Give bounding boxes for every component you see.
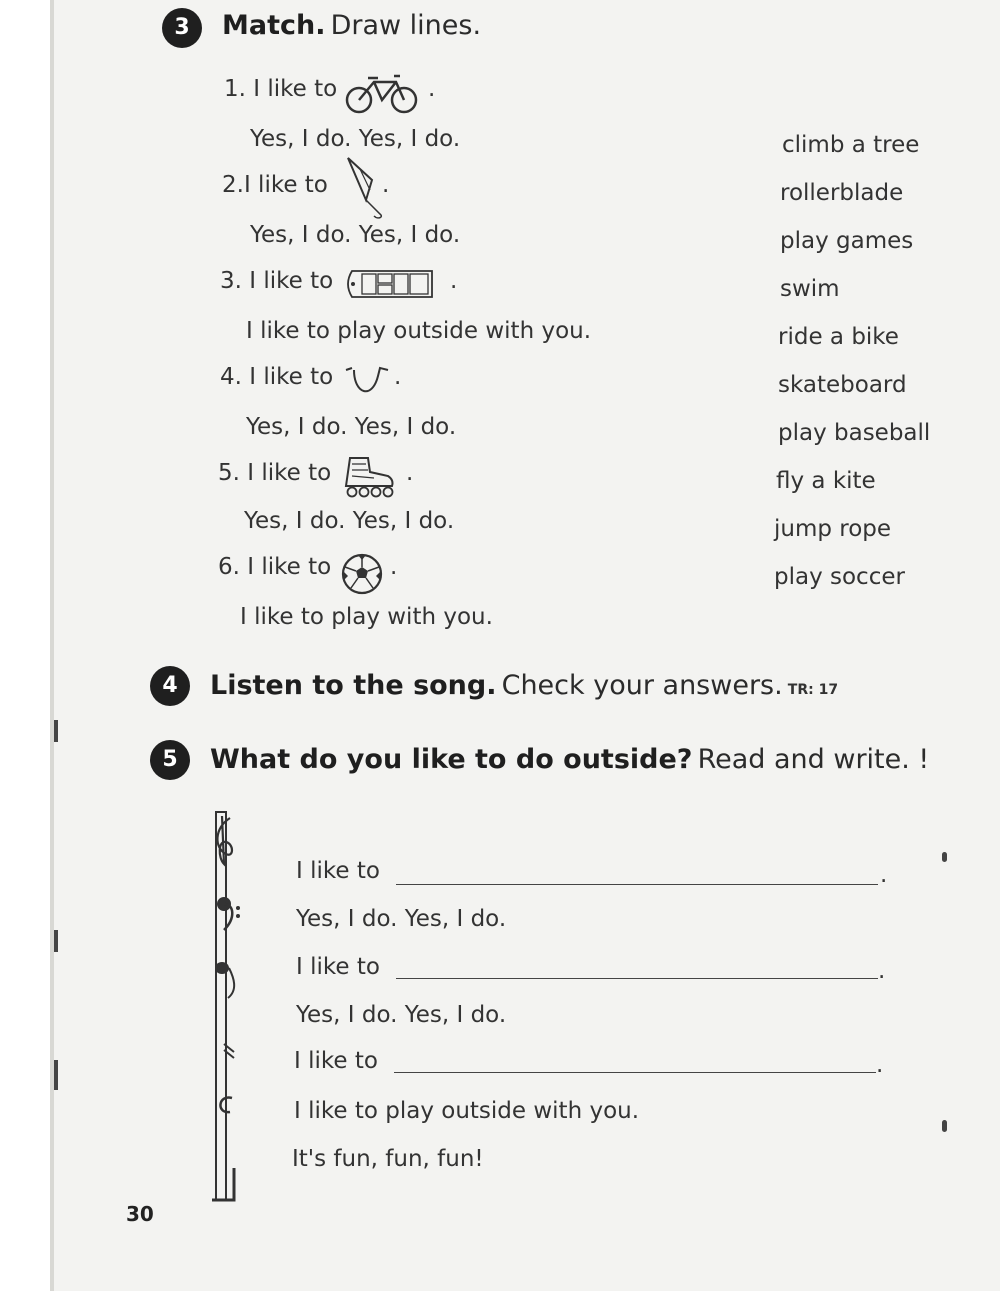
choice-play-games[interactable]: play games	[780, 228, 914, 254]
exercise-3-badge: 3	[162, 8, 202, 48]
blank-1-period: .	[880, 862, 888, 888]
item-prompt-text: I like to	[247, 554, 332, 580]
choice-ride-a-bike[interactable]: ride a bike	[778, 324, 899, 350]
choice-skateboard[interactable]: skateboard	[778, 372, 907, 398]
hopscotch-icon	[342, 268, 436, 300]
exercise-3-title	[222, 10, 481, 41]
ex5-line-4: Yes, I do. Yes, I do.	[296, 1002, 507, 1028]
exercise-5-title-bold: What do you like to do outside?	[210, 744, 693, 775]
track-number: TR: 17	[787, 682, 839, 698]
item-number: 6.	[218, 554, 240, 580]
item-3-prompt	[220, 268, 333, 294]
music-staff-decoration-icon	[204, 808, 248, 1204]
item-number: 5.	[218, 460, 240, 486]
item-6-prompt	[218, 554, 331, 580]
item-prompt-text: I like to	[243, 172, 328, 198]
item-1-response: Yes, I do. Yes, I do.	[250, 126, 461, 152]
item-6-end: .	[390, 554, 398, 580]
answer-blank-2[interactable]	[396, 978, 878, 979]
ex5-line-2: Yes, I do. Yes, I do.	[296, 906, 507, 932]
soccer-ball-icon	[340, 552, 384, 596]
choice-fly-a-kite[interactable]: fly a kite	[776, 468, 876, 494]
item-5-response: Yes, I do. Yes, I do.	[244, 508, 455, 534]
exercise-5-badge: 5	[150, 740, 190, 780]
exercise-4-title-bold: Listen to the song.	[210, 670, 497, 701]
ex5-line-1: I like to	[296, 858, 380, 884]
exercise-5-title-rest: Read and write. !	[697, 744, 930, 775]
item-number: 2.	[222, 172, 244, 198]
item-1-prompt	[224, 76, 337, 102]
scan-mark	[942, 1120, 947, 1132]
item-prompt-text: I like to	[253, 76, 338, 102]
item-prompt-text: I like to	[249, 364, 334, 390]
item-prompt-text: I like to	[249, 268, 334, 294]
item-3-end: .	[450, 268, 458, 294]
item-3-response: I like to play outside with you.	[246, 318, 592, 344]
exercise-5-title	[210, 744, 929, 775]
choice-play-soccer[interactable]: play soccer	[774, 564, 905, 590]
item-prompt-text: I like to	[247, 460, 332, 486]
scan-mark	[54, 930, 58, 952]
scan-mark	[942, 852, 947, 862]
blank-3-period: .	[876, 1052, 884, 1078]
choice-climb-a-tree[interactable]: climb a tree	[782, 132, 920, 158]
scan-mark	[54, 720, 58, 742]
item-6-response: I like to play with you.	[240, 604, 493, 630]
choice-rollerblade[interactable]: rollerblade	[780, 180, 904, 206]
item-2-end: .	[382, 172, 390, 198]
bicycle-icon	[344, 72, 420, 118]
page-edge	[50, 0, 54, 1291]
item-5-end: .	[406, 460, 414, 486]
ex5-line-3: I like to	[296, 954, 380, 980]
item-4-prompt	[220, 364, 333, 390]
blank-2-period: .	[878, 958, 886, 984]
item-1-end: .	[428, 76, 436, 102]
item-number: 4.	[220, 364, 242, 390]
exercise-4-badge: 4	[150, 666, 190, 706]
item-number: 1.	[224, 76, 246, 102]
exercise-3-title-bold: Match.	[222, 10, 326, 41]
item-2-prompt	[222, 172, 328, 198]
exercise-3-title-rest: Draw lines.	[330, 10, 482, 41]
ex5-line-7: It's fun, fun, fun!	[292, 1146, 484, 1172]
answer-blank-3[interactable]	[394, 1072, 876, 1073]
exercise-4-title-rest: Check your answers.	[501, 670, 783, 701]
answer-blank-1[interactable]	[396, 884, 878, 885]
jump-rope-icon	[342, 364, 394, 404]
item-4-end: .	[394, 364, 402, 390]
item-number: 3.	[220, 268, 242, 294]
ex5-line-6: I like to play outside with you.	[294, 1098, 640, 1124]
item-2-response: Yes, I do. Yes, I do.	[250, 222, 461, 248]
item-4-response: Yes, I do. Yes, I do.	[246, 414, 457, 440]
exercise-4-title	[210, 670, 838, 701]
ex5-line-5: I like to	[294, 1048, 378, 1074]
scan-mark	[54, 1060, 58, 1090]
choice-jump-rope[interactable]: jump rope	[774, 516, 892, 542]
rollerblade-icon	[340, 454, 398, 500]
page-number: 30	[126, 1202, 154, 1226]
choice-play-baseball[interactable]: play baseball	[778, 420, 931, 446]
choice-swim[interactable]: swim	[780, 276, 840, 302]
item-5-prompt	[218, 460, 331, 486]
